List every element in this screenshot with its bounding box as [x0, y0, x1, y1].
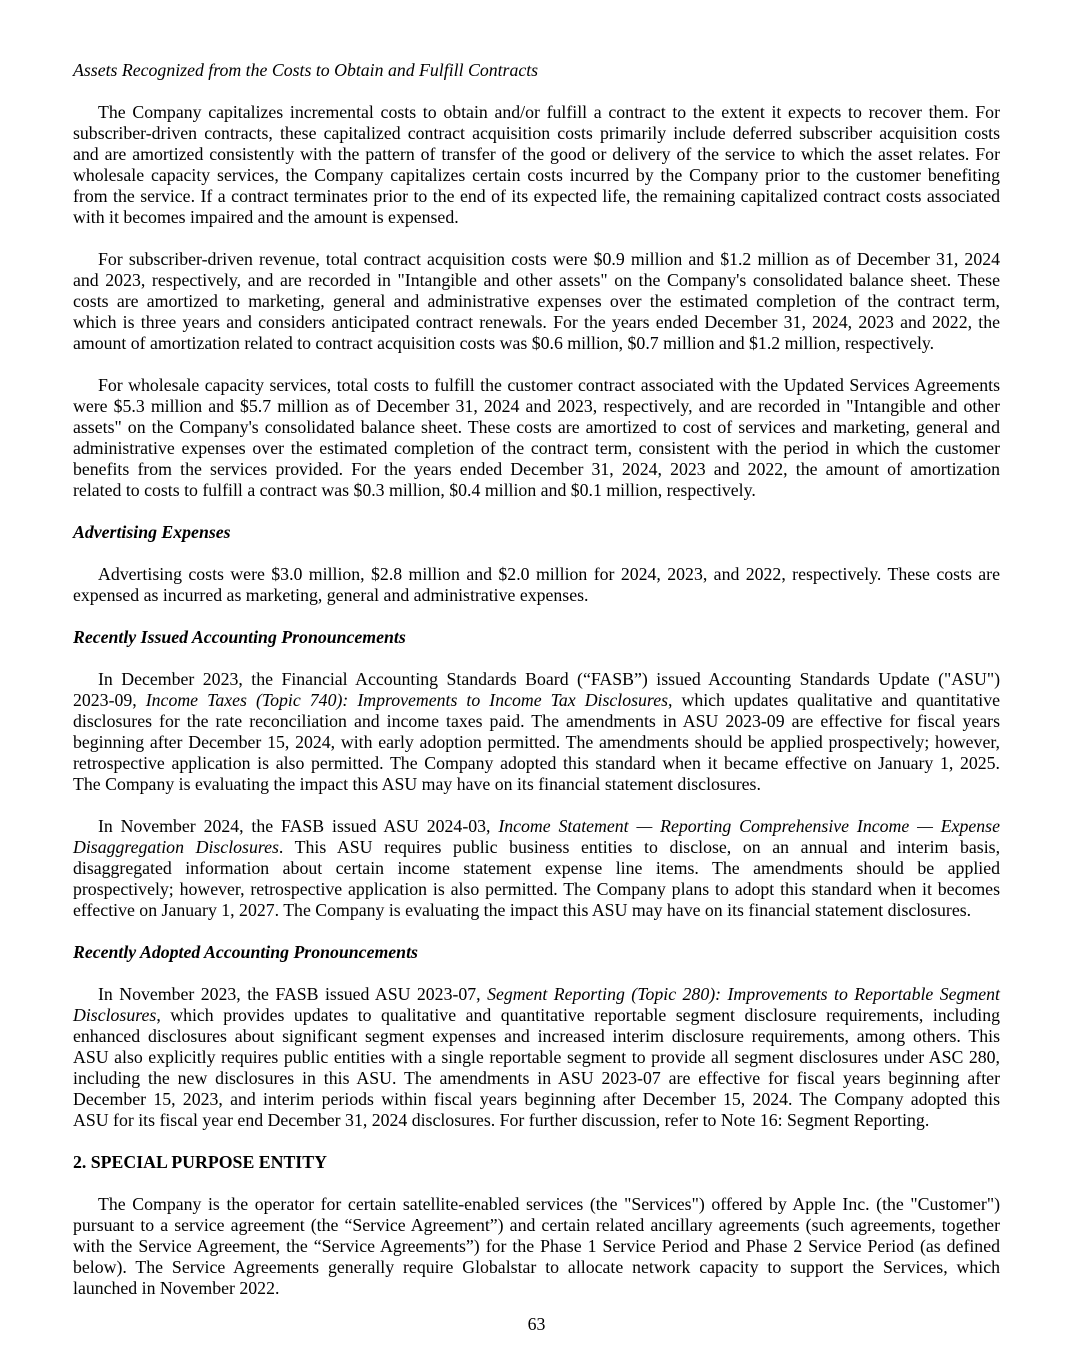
note-heading-special-purpose-entity: 2. SPECIAL PURPOSE ENTITY	[73, 1152, 327, 1172]
standard-title: Segment Reporting (Topic 280): Improvements to Reportable Segment	[487, 984, 1000, 1004]
text-line: launched in November 2022.	[73, 1278, 280, 1298]
text-line: The Company capitalizes incremental costs to obtain and/or fulfill a contract to the extent it expects to recover them. For	[98, 102, 1000, 122]
section-heading-recently-issued: Recently Issued Accounting Pronouncements	[73, 627, 406, 647]
text-line: December 15, 2023, and interim periods within fiscal years beginning after December 15, 2024. The Company adopted this	[73, 1089, 1000, 1109]
text-line: ASU also explicitly requires public entities with a single reportable segment to provide all segment disclosures under ASC 280,	[73, 1047, 1000, 1067]
paragraph-wholesale-capacity	[73, 375, 1000, 501]
standard-title: Disclosures	[73, 1005, 157, 1025]
text-line: with the Service Agreement, the “Service Agreements”) for the Phase 1 Service Period and Phase 2 Service Period (as defined	[73, 1236, 1000, 1256]
text-line: amount of amortization related to contract acquisition costs was $0.6 million, $0.7 million and $1.2 million, respectively.	[73, 333, 935, 353]
text-line: costs are amortized to marketing, general and administrative expenses over the estimated completion of the contract term,	[73, 291, 1000, 311]
text-line: were $5.3 million and $5.7 million as of December 31, 2024 and 2023, respectively, and are recorded in "Intangible and other	[73, 396, 1000, 416]
paragraph-capitalized-costs	[73, 102, 1000, 228]
text-line: expensed as incurred as marketing, general and administrative expenses.	[73, 585, 589, 605]
paragraph-asu-2023-07	[73, 984, 1000, 1131]
section-heading-advertising-expenses: Advertising Expenses	[73, 522, 231, 542]
document-page	[73, 60, 1000, 1299]
text-line: The Company is evaluating the impact this ASU may have on its financial statement disclosures.	[73, 774, 761, 794]
paragraph-advertising	[73, 564, 1000, 606]
text-line: Advertising costs were $3.0 million, $2.8 million and $2.0 million for 2024, 2023, and 2022, respectively. These costs are	[98, 564, 1000, 584]
text-segment: In November 2024, the FASB issued ASU 2024-03,	[98, 816, 499, 836]
text-line: benefits from the services provided. For the years ended December 31, 2024, 2023 and 2022, the amount of amortization	[73, 459, 1000, 479]
standard-title: Income Statement — Reporting Comprehensive Income — Expense	[498, 816, 1000, 836]
text-line: subscriber-driven contracts, these capitalized contract acquisition costs primarily include deferred subscriber acquisition costs	[73, 123, 1000, 143]
paragraph-asu-2024-03	[73, 816, 1000, 921]
page-number: 63	[527, 1314, 546, 1334]
text-line: prospectively; however, retrospective application is also permitted. The Company plans to adopt this standard when it becomes	[73, 879, 1000, 899]
text-line: including the new disclosures in this ASU. The amendments in ASU 2023-07 are effective for fiscal years beginning after	[73, 1068, 1000, 1088]
section-heading-assets-recognized: Assets Recognized from the Costs to Obtain and Fulfill Contracts	[73, 60, 539, 80]
text-line: In December 2023, the Financial Accounting Standards Board (“FASB”) issued Accounting Standards Update ("ASU")	[98, 669, 1000, 689]
text-segment: , which updates qualitative and quantitative	[668, 690, 1001, 710]
text-line: effective on January 1, 2027. The Company is evaluating the impact this ASU may have on its financial statement disclosures.	[73, 900, 972, 920]
text-line	[73, 816, 1000, 837]
text-line: and are amortized consistently with the pattern of transfer of the good or delivery of the service to which the asset relates. For	[73, 144, 1000, 164]
text-line: from the service. If a contract terminates prior to the end of its expected life, the remaining capitalized contract costs associated	[73, 186, 1000, 206]
paragraph-subscriber-driven-revenue	[73, 249, 1000, 354]
paragraph-asu-2023-09	[73, 669, 1000, 795]
text-line: enhanced disclosures about significant segment expenses and increased interim disclosure requirements, among others. This	[73, 1026, 1000, 1046]
text-segment: In November 2023, the FASB issued ASU 2023-07,	[98, 984, 488, 1004]
text-line: below). The Service Agreements generally require Globalstar to allocate network capacity to support the Services, which	[73, 1257, 1000, 1277]
text-segment: 2023-09,	[73, 690, 146, 710]
text-segment: . This ASU requires public business entities to disclose, on an annual and interim basis,	[278, 837, 1001, 857]
text-line	[73, 837, 1000, 858]
text-line: The Company is the operator for certain satellite-enabled services (the "Services") offered by Apple Inc. (the "Customer")	[98, 1194, 1000, 1214]
text-line	[73, 690, 1000, 711]
text-line: administrative expenses over the estimated completion of the contract term, consistent with the period in which the customer	[73, 438, 1000, 458]
text-line: which is three years and considers anticipated contract renewals. For the years ended December 31, 2024, 2023 and 2022, the	[73, 312, 1000, 332]
text-line: and 2023, respectively, and are recorded in "Intangible and other assets" on the Company's consolidated balance sheet. These	[73, 270, 1000, 290]
text-line: related to costs to fulfill a contract was $0.3 million, $0.4 million and $0.1 million, respectively.	[73, 480, 756, 500]
text-line: ASU for its fiscal year end December 31, 2024 disclosures. For further discussion, refer to Note 16: Segment Reporting.	[73, 1110, 930, 1130]
text-line: disclosures for the rate reconciliation and income taxes paid. The amendments in ASU 2023-09 are effective for fiscal years	[73, 711, 1000, 731]
text-line: For subscriber-driven revenue, total contract acquisition costs were $0.9 million and $1.2 million as of December 31, 2024	[98, 249, 1000, 269]
standard-title: Disaggregation Disclosures	[73, 837, 279, 857]
text-line: retrospective application is also permitted. The Company adopted this standard when it became effective on January 1, 2025.	[73, 753, 1000, 773]
text-line: assets" on the Company's consolidated balance sheet. These costs are amortized to cost of services and marketing, general and	[73, 417, 1000, 437]
text-line: with it becomes impaired and the amount is expensed.	[73, 207, 459, 227]
text-line: For wholesale capacity services, total costs to fulfill the customer contract associated with the Updated Services Agreements	[98, 375, 1000, 395]
text-line: wholesale capacity services, the Company capitalizes certain costs incurred by the Company prior to the customer benefiting	[73, 165, 1000, 185]
text-line: disaggregated information about certain income statement expense line items. The amendments should be applied	[73, 858, 1000, 878]
text-segment: , which provides updates to qualitative and quantitative reportable segment disclosure requirements, including	[156, 1005, 1000, 1025]
text-line	[73, 984, 1000, 1005]
text-line: pursuant to a service agreement (the “Service Agreement”) and certain related ancillary agreements (such agreements, together	[73, 1215, 1000, 1235]
text-line	[73, 1005, 1000, 1026]
text-line: beginning after December 15, 2024, with early adoption permitted. The amendments should be applied prospectively; however,	[73, 732, 1000, 752]
section-heading-recently-adopted: Recently Adopted Accounting Pronouncements	[73, 942, 418, 962]
paragraph-special-purpose-entity	[73, 1194, 1000, 1299]
standard-title: Income Taxes (Topic 740): Improvements to Income Tax Disclosures	[145, 690, 669, 710]
